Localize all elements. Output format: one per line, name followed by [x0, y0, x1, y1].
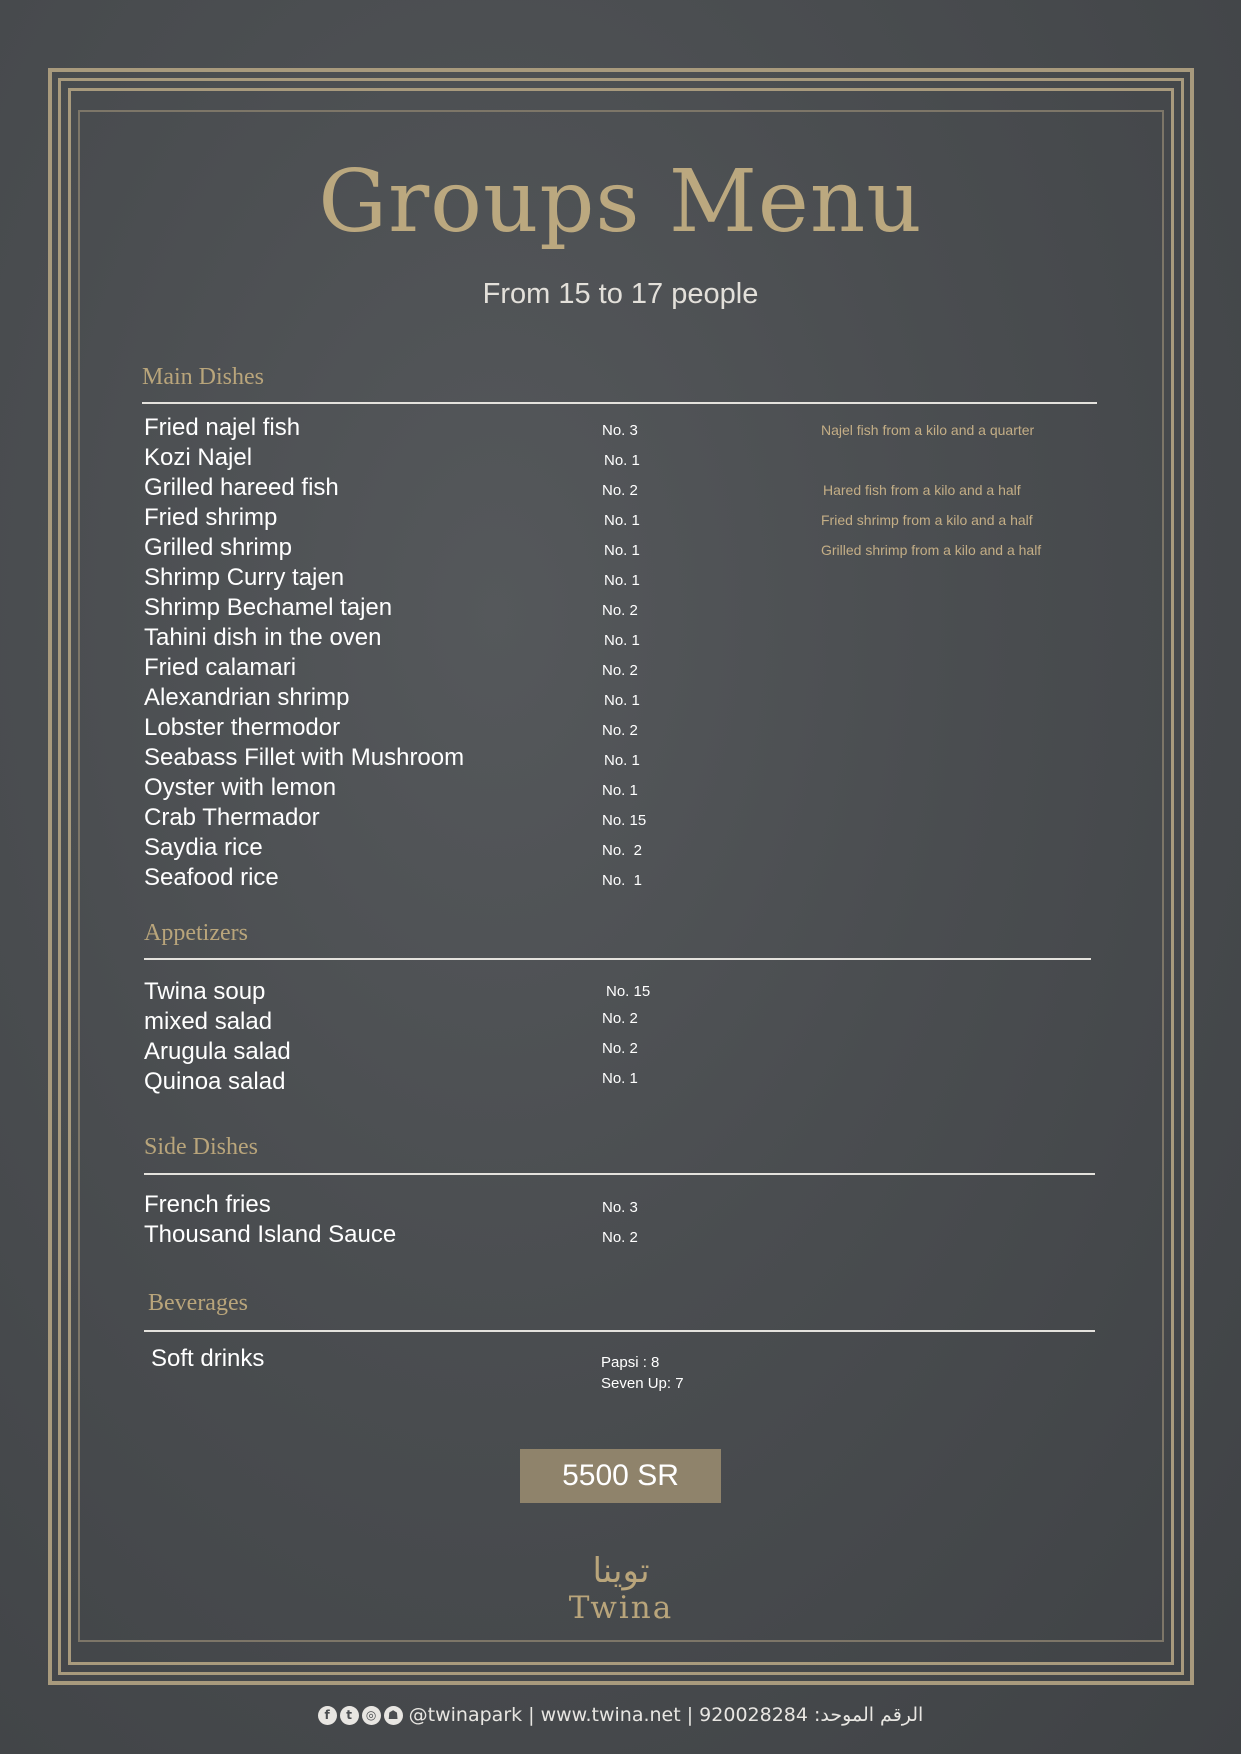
- list-item: Shrimp Bechamel tajen: [144, 594, 393, 621]
- list-item: Oyster with lemon: [144, 774, 337, 801]
- section-title-side-dishes: Side Dishes: [144, 1134, 258, 1160]
- list-item: Fried shrimp: [144, 504, 278, 531]
- twina-logo: [560, 1548, 682, 1624]
- item-quantity: No. 15: [602, 812, 647, 829]
- item-quantity: No. 1: [604, 512, 640, 529]
- item-quantity: No. 1: [604, 572, 640, 589]
- item-quantity: No. 1: [604, 632, 640, 649]
- item-quantity: No. 1: [604, 452, 640, 469]
- footer: [0, 1704, 1241, 1726]
- item-quantity: No. 2: [602, 842, 643, 859]
- logo-latin-text: Twina: [568, 1590, 674, 1624]
- list-item: Grilled hareed fish: [144, 474, 339, 501]
- item-quantity: No. 2: [602, 482, 638, 499]
- list-item: Fried najel fish: [144, 414, 301, 441]
- logo-arabic-text: توينا: [592, 1551, 650, 1591]
- list-item: Alexandrian shrimp: [144, 684, 350, 711]
- item-quantity: Seven Up: 7: [601, 1375, 684, 1392]
- section-title-main-dishes: Main Dishes: [142, 364, 264, 390]
- list-item: Seafood rice: [144, 864, 279, 891]
- menu-subtitle: From 15 to 17 people: [482, 278, 759, 310]
- list-item: Grilled shrimp: [144, 534, 293, 561]
- item-note: Hared fish from a kilo and a half: [823, 482, 1021, 498]
- item-quantity: No. 2: [602, 1040, 638, 1057]
- list-item: Lobster thermodor: [144, 714, 341, 741]
- item-quantity: No. 15: [606, 983, 651, 1000]
- section-title-appetizers: Appetizers: [144, 920, 248, 946]
- item-quantity: No. 1: [604, 542, 640, 559]
- item-quantity: No. 1: [604, 752, 640, 769]
- facebook-icon[interactable]: f: [318, 1706, 337, 1725]
- item-note: Fried shrimp from a kilo and a half: [821, 512, 1033, 528]
- item-quantity: No. 1: [602, 782, 638, 799]
- list-item: Tahini dish in the oven: [144, 624, 382, 651]
- list-item: French fries: [144, 1191, 271, 1218]
- item-quantity: No. 1: [602, 1070, 638, 1087]
- item-quantity: No. 1: [602, 872, 643, 889]
- item-quantity: No. 2: [602, 1010, 638, 1027]
- item-quantity: No. 1: [604, 692, 640, 709]
- section-rule: [144, 1330, 1095, 1332]
- list-item: Kozi Najel: [144, 444, 253, 471]
- item-quantity: No. 2: [602, 662, 638, 679]
- list-item: Fried calamari: [144, 654, 297, 681]
- section-rule: [142, 402, 1097, 404]
- list-item: Shrimp Curry tajen: [144, 564, 345, 591]
- list-item: Seabass Fillet with Mushroom: [144, 744, 465, 771]
- menu-title: Groups Menu: [318, 152, 923, 252]
- section-rule: [144, 958, 1091, 960]
- snapchat-icon[interactable]: ☗: [384, 1706, 403, 1725]
- list-item: Saydia rice: [144, 834, 263, 861]
- price-badge: [520, 1449, 721, 1503]
- item-quantity: No. 2: [602, 722, 638, 739]
- list-item: Arugula salad: [144, 1038, 291, 1065]
- twitter-icon[interactable]: t: [340, 1706, 359, 1725]
- list-item: Quinoa salad: [144, 1068, 286, 1095]
- instagram-icon[interactable]: ◎: [362, 1706, 381, 1725]
- section-title-beverages: Beverages: [148, 1290, 248, 1316]
- list-item: Soft drinks: [151, 1345, 265, 1372]
- list-item: mixed salad: [144, 1008, 273, 1035]
- price-label: 5500 SR: [562, 1459, 679, 1492]
- footer-contact-text: @twinapark | www.twina.net | 920028284 :الرقم الموحد: [408, 1704, 924, 1726]
- item-quantity: No. 2: [602, 602, 638, 619]
- list-item: Crab Thermador: [144, 804, 320, 831]
- item-quantity: No. 3: [602, 422, 638, 439]
- list-item: Thousand Island Sauce: [144, 1221, 397, 1248]
- item-note: Grilled shrimp from a kilo and a half: [821, 542, 1042, 558]
- item-quantity: No. 3: [602, 1199, 638, 1216]
- list-item: Twina soup: [144, 978, 266, 1005]
- item-quantity: Papsi : 8: [601, 1354, 660, 1371]
- item-note: Najel fish from a kilo and a quarter: [821, 422, 1035, 438]
- item-quantity: No. 2: [602, 1229, 638, 1246]
- section-rule: [144, 1173, 1095, 1175]
- social-icons: [318, 1706, 403, 1725]
